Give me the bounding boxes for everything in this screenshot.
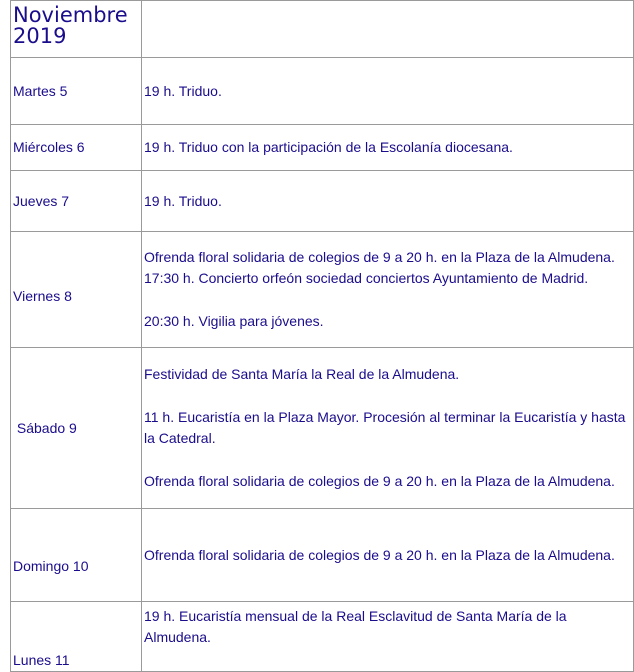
- event-text: Festividad de Santa María la Real de la Almudena.: [144, 366, 460, 382]
- table-row: [11, 602, 634, 672]
- event-text: 19 h. Triduo.: [144, 192, 222, 209]
- table-row: [11, 171, 634, 232]
- day-cell: Domingo 10: [11, 509, 142, 602]
- table-row: [11, 509, 634, 602]
- day-cell: Viernes 8: [11, 232, 142, 348]
- event-text: 19 h. Triduo.: [144, 82, 222, 99]
- events-cell: [142, 125, 634, 171]
- header-row: [11, 1, 634, 58]
- event-text: 17:30 h. Concierto orfeón sociedad conciertos Ayuntamiento de Madrid.: [144, 270, 589, 286]
- event-text: 19 h. Triduo con la participación de la Escolanía diocesana.: [144, 139, 513, 155]
- events-cell: [142, 171, 634, 232]
- day-cell: Martes 5: [11, 58, 142, 125]
- event-text: Ofrenda floral solidaria de colegios de 9 a 20 h. en la Plaza de la Almudena.: [144, 249, 615, 265]
- table-row: [11, 58, 634, 125]
- event-text: 19 h. Eucaristía mensual de la Real Esclavitud de Santa María de la Almudena.: [144, 608, 567, 645]
- day-cell: Sábado 9: [11, 348, 142, 509]
- events-cell: [142, 58, 634, 125]
- events-cell: [142, 348, 634, 509]
- table-row: [11, 232, 634, 348]
- day-cell: Jueves 7: [11, 171, 142, 232]
- event-text: Ofrenda floral solidaria de colegios de 9 a 20 h. en la Plaza de la Almudena.: [144, 546, 615, 563]
- month-year-cell: [11, 1, 142, 58]
- year-label: 2019: [13, 24, 67, 48]
- events-cell: [142, 509, 634, 602]
- table-row: [11, 125, 634, 171]
- event-text: 11 h. Eucaristía en la Plaza Mayor. Procesión al terminar la Eucaristía y hasta la Catedral.: [144, 409, 626, 446]
- month-label: Noviembre: [13, 3, 128, 27]
- calendar-table: [10, 0, 634, 672]
- day-cell: Lunes 11: [11, 602, 142, 672]
- day-cell: Miércoles 6: [11, 125, 142, 171]
- event-text: 20:30 h. Vigilia para jóvenes.: [144, 313, 324, 329]
- events-cell: [142, 232, 634, 348]
- event-text: Ofrenda floral solidaria de colegios de 9 a 20 h. en la Plaza de la Almudena.: [144, 473, 615, 489]
- events-cell: [142, 602, 634, 672]
- header-empty-cell: [142, 1, 634, 58]
- table-row: [11, 348, 634, 509]
